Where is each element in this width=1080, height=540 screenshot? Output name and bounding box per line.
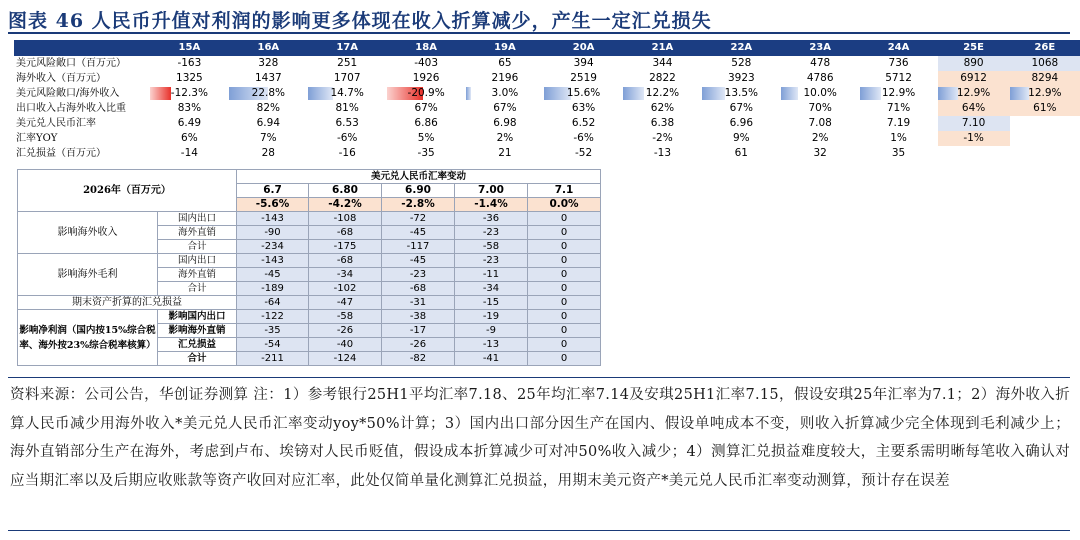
row-label: 海外收入（百万元） — [16, 73, 106, 84]
cell: -6% — [573, 132, 594, 144]
cell: 70% — [808, 102, 832, 114]
cell: -124 — [309, 352, 382, 366]
cell: 35 — [891, 147, 906, 159]
cell: 7.19 — [886, 117, 911, 129]
rate-value: 7.1 — [528, 184, 601, 198]
cell: -54 — [237, 338, 309, 352]
year-header: 17A — [308, 40, 387, 56]
rate-change: 0.0% — [528, 198, 601, 212]
cell: -41 — [455, 352, 528, 366]
data-bar — [938, 87, 958, 100]
cell: -108 — [309, 212, 382, 226]
cell: 63% — [571, 102, 596, 114]
cell: 21 — [498, 147, 512, 159]
cell: 81% — [335, 102, 359, 114]
cell: -234 — [237, 240, 309, 254]
cell: 0 — [528, 324, 601, 338]
cell: -15 — [455, 296, 528, 310]
cell: 82% — [256, 102, 280, 114]
fx-exposure-table — [14, 40, 1080, 161]
cell-value: 14.7% — [330, 87, 364, 99]
cell: -90 — [237, 226, 309, 240]
sensitivity-table — [17, 169, 601, 366]
cell-value: 12.9% — [881, 87, 916, 99]
cell: -13 — [653, 147, 672, 159]
sub-label: 合计 — [158, 352, 237, 366]
cell: 1707 — [333, 72, 361, 84]
sub-label: 国内出口 — [158, 212, 237, 226]
cell: 0 — [528, 226, 601, 240]
year-header: 15A — [150, 40, 229, 56]
year-header: 26E — [1010, 40, 1080, 56]
cell: -68 — [309, 254, 382, 268]
sub-label: 影响国内出口 — [158, 310, 237, 324]
ratio-cell — [387, 86, 466, 101]
cell-estimate: 6912 — [938, 71, 1010, 86]
cell: 0 — [528, 240, 601, 254]
cell: 2% — [496, 132, 514, 144]
cell: 71% — [886, 102, 911, 114]
source-top-rule — [8, 377, 1070, 378]
cell: 5712 — [885, 72, 912, 84]
cell: 7% — [259, 132, 277, 144]
cell: -34 — [309, 268, 382, 282]
cell: 62% — [650, 102, 675, 114]
cell: 1% — [890, 132, 907, 144]
cell: -36 — [455, 212, 528, 226]
data-bar — [702, 87, 725, 100]
ratio-cell — [623, 86, 702, 101]
cell: -58 — [309, 310, 382, 324]
cell-value: -20.9% — [407, 87, 445, 99]
cell: -35 — [237, 324, 309, 338]
cell-empty — [1010, 116, 1080, 131]
cell: 1437 — [254, 72, 282, 84]
rate-change: -2.8% — [382, 198, 455, 212]
row-label: 汇率YOY — [16, 133, 58, 144]
source-bottom-rule — [8, 530, 1070, 531]
cell: 6.96 — [729, 117, 754, 129]
cell: -35 — [417, 147, 435, 159]
cell: 1325 — [176, 72, 203, 84]
cell: -82 — [382, 352, 455, 366]
cell: -143 — [237, 212, 309, 226]
cell-estimate: 61% — [1010, 101, 1080, 116]
cell: 9% — [732, 132, 750, 144]
cell-value: 3.0% — [491, 87, 519, 99]
cell: -9 — [455, 324, 528, 338]
cell: 67% — [493, 102, 517, 114]
cell-estimate: 890 — [938, 56, 1010, 71]
cell-value: 12.2% — [645, 87, 680, 99]
cell: -17 — [382, 324, 455, 338]
cell: 0 — [528, 338, 601, 352]
rate-value: 6.90 — [382, 184, 455, 198]
sub-label: 国内出口 — [158, 254, 237, 268]
ratio-cell — [781, 86, 860, 101]
sub-label: 汇兑损益 — [158, 338, 237, 352]
cell: -52 — [575, 147, 593, 159]
data-bar — [150, 87, 171, 100]
cell-value: 15.6% — [566, 87, 601, 99]
group-label: 影响海外收入 — [18, 212, 158, 254]
cell: -163 — [177, 57, 202, 69]
net-profit-label: 影响净利润（国内按15%综合税率、海外按23%综合税率核算） — [18, 310, 158, 366]
cell: 61 — [734, 147, 748, 159]
cell: -72 — [382, 212, 455, 226]
cell: 0 — [528, 310, 601, 324]
cell: -2% — [652, 132, 673, 144]
cell: -189 — [237, 282, 309, 296]
cell: -45 — [237, 268, 309, 282]
cell: 6.49 — [177, 117, 202, 129]
data-bar — [860, 87, 882, 100]
cell: 0 — [528, 296, 601, 310]
cell-estimate: 1068 — [1010, 56, 1080, 71]
year-header: 19A — [466, 40, 545, 56]
ratio-cell — [1010, 86, 1080, 101]
sub-label: 合计 — [158, 282, 237, 296]
row-export-share — [14, 101, 1080, 116]
data-bar — [781, 87, 798, 100]
row-fx-gain-loss — [14, 146, 1080, 161]
cell: 2519 — [570, 72, 597, 84]
cell: 3923 — [727, 72, 755, 84]
title-bar — [8, 4, 1070, 34]
cell-value: -12.3% — [170, 87, 208, 99]
cell: 6% — [181, 132, 198, 144]
cell-empty — [1010, 131, 1080, 146]
row-usd-cny-rate — [14, 116, 1080, 131]
cell: 4786 — [806, 72, 834, 84]
sub-label: 合计 — [158, 240, 237, 254]
cell: -14 — [180, 147, 198, 159]
data-bar — [466, 87, 471, 100]
cell: 394 — [573, 57, 594, 69]
cell: 6.53 — [335, 117, 359, 129]
rate-change-header: 美元兑人民币汇率变动 — [237, 170, 601, 184]
cell: 67% — [729, 102, 753, 114]
cell: -58 — [455, 240, 528, 254]
cell: -26 — [309, 324, 382, 338]
rate-change: -1.4% — [455, 198, 528, 212]
ratio-cell — [150, 86, 229, 101]
cell: -143 — [237, 254, 309, 268]
fx-row-label: 期末资产折算的汇兑损益 — [18, 296, 237, 310]
cell: -19 — [455, 310, 528, 324]
row-exposure-ratio — [14, 86, 1080, 101]
cell-empty — [938, 146, 1010, 161]
cell: -47 — [309, 296, 382, 310]
cell: 0 — [528, 254, 601, 268]
row-overseas-revenue — [14, 71, 1080, 86]
cell: -13 — [455, 338, 528, 352]
rate-value: 6.7 — [237, 184, 309, 198]
cell: 6.86 — [414, 117, 438, 129]
cell: 6.94 — [256, 117, 281, 129]
row-label: 美元兑人民币汇率 — [16, 118, 96, 129]
cell: 67% — [414, 102, 438, 114]
cell: -38 — [382, 310, 455, 324]
row-label: 汇兑损益（百万元） — [16, 148, 106, 159]
source-note: 资料来源：公司公告，华创证券测算 注：1）参考银行25H1平均汇率7.18、25年均汇率7.14及安琪25H1汇率7.15，假设安琪25年汇率为7.1；2）海外收入折算人民币减少用海外收入*美元兑人民币汇率变动yoy*50%计算；3）国内出口部分因生产在国内、假设单吨成本不变，则收入折算减少完全体现到毛利减少上；海外直销部分生产在海外，考虑到卢布、埃镑对人民币贬值，假设成本折算减少可对冲50%收入减少；4）测算汇兑损益难度较大，主要系需明晰每笔收入确认对应当期汇率以及后期应收账款等资产收回对应汇率，此处仅简单量化测算汇兑损益，用期末美元资产*美元兑人民币汇率变动测算，预计存在误差 — [10, 387, 1070, 489]
cell: -11 — [455, 268, 528, 282]
cell: 0 — [528, 352, 601, 366]
cell: -102 — [309, 282, 382, 296]
cell-empty — [1010, 146, 1080, 161]
year-header: 24A — [860, 40, 938, 56]
rate-value: 7.00 — [455, 184, 528, 198]
row-label: 美元风险敞口/海外收入 — [16, 88, 120, 99]
sub-label: 海外直销 — [158, 268, 237, 282]
cell-value: 10.0% — [803, 87, 837, 99]
cell: 6.38 — [650, 117, 675, 129]
figure-title: 图表 46 人民币升值对利润的影响更多体现在收入折算减少，产生一定汇兑损失 — [8, 10, 712, 32]
cell-value: 12.9% — [956, 87, 991, 99]
year-header: 23A — [781, 40, 860, 56]
cell: -45 — [382, 254, 455, 268]
cell: -68 — [382, 282, 455, 296]
cell-estimate: 8294 — [1010, 71, 1080, 86]
sub-label: 影响海外直销 — [158, 324, 237, 338]
cell: 83% — [177, 102, 202, 114]
cell: -403 — [414, 57, 439, 69]
cell: 344 — [652, 57, 673, 69]
row-usd-exposure — [14, 56, 1080, 71]
ratio-cell — [860, 86, 938, 101]
cell: 0 — [528, 282, 601, 296]
sub-label: 海外直销 — [158, 226, 237, 240]
cell: -211 — [237, 352, 309, 366]
row-rate-yoy — [14, 131, 1080, 146]
cell-value: 12.9% — [1028, 87, 1062, 99]
cell: 32 — [813, 147, 827, 159]
year-label: 2026年（百万元） — [18, 170, 237, 212]
cell: 65 — [498, 57, 512, 69]
rate-change: -5.6% — [237, 198, 309, 212]
cell-estimate: 7.10 — [938, 116, 1010, 131]
cell: -23 — [455, 254, 528, 268]
ratio-cell — [938, 86, 1010, 101]
cell: -122 — [237, 310, 309, 324]
ratio-cell — [308, 86, 387, 101]
rate-change: -4.2% — [309, 198, 382, 212]
year-header: 22A — [702, 40, 781, 56]
cell: -117 — [382, 240, 455, 254]
cell: -26 — [382, 338, 455, 352]
cell: -16 — [338, 147, 356, 159]
cell: -31 — [382, 296, 455, 310]
year-header: 25E — [938, 40, 1010, 56]
cell: 1926 — [412, 72, 440, 84]
year-header-row — [14, 40, 1080, 56]
cell: -45 — [382, 226, 455, 240]
ratio-cell — [229, 86, 308, 101]
cell: -6% — [336, 132, 358, 144]
ratio-cell — [544, 86, 623, 101]
header-blank — [14, 40, 150, 56]
cell: -40 — [309, 338, 382, 352]
cell: 528 — [731, 57, 752, 69]
cell: 6.98 — [493, 117, 517, 129]
group-label: 影响海外毛利 — [18, 254, 158, 296]
cell: 478 — [810, 57, 831, 69]
cell: 328 — [258, 57, 279, 69]
cell-estimate: -1% — [938, 131, 1010, 146]
cell: -64 — [237, 296, 309, 310]
cell: -23 — [455, 226, 528, 240]
cell: 0 — [528, 212, 601, 226]
cell: 0 — [528, 268, 601, 282]
year-header: 20A — [544, 40, 623, 56]
cell-value: 13.5% — [724, 87, 758, 99]
cell: -68 — [309, 226, 382, 240]
cell: 2196 — [491, 72, 519, 84]
ratio-cell — [466, 86, 545, 101]
year-header: 21A — [623, 40, 702, 56]
rate-value: 6.80 — [309, 184, 382, 198]
cell: 251 — [337, 57, 358, 69]
row-label: 出口收入占海外收入比重 — [16, 103, 126, 114]
ratio-cell — [702, 86, 781, 101]
data-bar — [623, 87, 644, 100]
data-bar — [1010, 87, 1030, 100]
cell: -23 — [382, 268, 455, 282]
cell-estimate: 64% — [938, 101, 1010, 116]
cell: 6.52 — [571, 117, 596, 129]
cell: -34 — [455, 282, 528, 296]
cell: 2% — [811, 132, 829, 144]
cell-value: 22.8% — [251, 87, 285, 99]
cell: -175 — [309, 240, 382, 254]
cell: 28 — [261, 147, 275, 159]
year-header: 18A — [387, 40, 466, 56]
cell: 5% — [417, 132, 435, 144]
data-bar — [308, 87, 333, 100]
cell: 736 — [888, 57, 909, 69]
cell: 7.08 — [808, 117, 832, 129]
row-label: 美元风险敞口（百万元） — [16, 58, 126, 69]
year-header: 16A — [229, 40, 308, 56]
cell: 2822 — [649, 72, 676, 84]
